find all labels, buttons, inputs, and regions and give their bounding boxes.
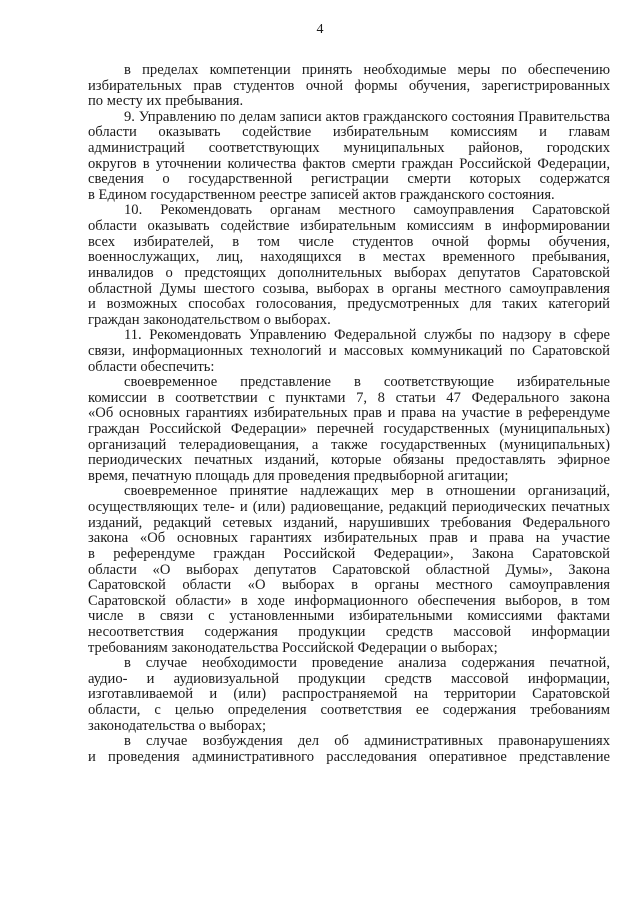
document-body	[88, 63, 610, 765]
text-line: несоответствия содержания продукции средств массовой информации	[88, 623, 610, 640]
text-line: «Об основных гарантиях избирательных прав и права на участие в референдуме	[88, 405, 610, 422]
text-line: области «О выборах депутатов Саратовской областной Думы», Закона	[88, 561, 610, 578]
text-line: по месту их пребывания.	[88, 93, 244, 110]
text-line: комиссии в соответствии с пунктами 7, 8 статьи 47 Федерального закона	[88, 389, 610, 406]
text-line: и возможных способах голосования, предусмотренных для таких категорий	[88, 296, 610, 313]
text-line: изготавливаемой и (или) распространяемой на территории Саратовской	[88, 686, 610, 703]
text-line: области оказывать содействие избирательным комиссиям в информировании	[88, 218, 610, 235]
text-line: сведения о государственной регистрации смерти которых содержатся	[88, 171, 610, 188]
text-line: периодических печатных изданий, которые обязаны предоставлять эфирное	[88, 452, 610, 469]
text-line: в референдуме граждан Российской Федерации», Закона Саратовской	[88, 545, 610, 562]
text-line: в случае необходимости проведение анализа содержания печатной,	[124, 655, 610, 672]
text-line: Саратовской области «О выборах в органы местного самоуправления	[88, 577, 610, 594]
text-line: граждан Российской Федерации» перечней государственных (муниципальных)	[88, 421, 610, 438]
text-line: организаций телерадиовещания, а также государственных (муниципальных)	[88, 436, 610, 453]
text-line: и проведения административного расследования оперативное представление	[88, 748, 610, 765]
text-line: своевременное принятие надлежащих мер в отношении организаций,	[124, 483, 610, 500]
text-line: округов в уточнении количества фактов смерти граждан Российской Федерации,	[88, 155, 610, 172]
text-line: аудио- и аудиовизуальной продукции средств массовой информации,	[88, 670, 610, 687]
text-line: своевременное представление в соответствующие избирательные	[124, 374, 610, 391]
text-line: связи, информационных технологий и массовых коммуникаций по Саратовской	[88, 342, 610, 359]
text-line: всех избирателей, в том числе студентов очной формы обучения,	[88, 233, 610, 250]
text-line: избирательных прав студентов очной формы обучения, зарегистрированных	[88, 77, 610, 94]
page-number: 4	[316, 22, 324, 37]
text-line: законодательства о выборах;	[88, 717, 267, 734]
text-line: области оказывать содействие избирательным комиссиям и главам	[88, 124, 610, 141]
text-line: 10. Рекомендовать органам местного самоуправления Саратовской	[124, 202, 610, 219]
text-line: инвалидов о предстоящих дополнительных выборах депутатов Саратовской	[88, 264, 610, 281]
text-line: Саратовской области» в ходе информационного обеспечения выборов, в том	[88, 592, 610, 609]
text-line: 11. Рекомендовать Управлению Федеральной службы по надзору в сфере	[124, 327, 610, 344]
text-line: осуществляющих теле- и (или) радиовещание, редакций периодических печатных	[88, 499, 610, 516]
text-line: в пределах компетенции принять необходимые меры по обеспечению	[124, 62, 610, 78]
text-line: 9. Управлению по делам записи актов гражданского состояния Правительства	[124, 108, 610, 125]
text-line: области обеспечить:	[88, 358, 215, 375]
text-line: изданий, редакций сетевых изданий, нарушивших требования Федерального	[88, 514, 610, 531]
text-line: области, с целью определения соответствия ее содержания требованиям	[88, 701, 610, 718]
text-line: закона «Об основных гарантиях избирательных прав и права на участие	[88, 530, 610, 547]
text-line: областной Думы шестого созыва, выборах в органы местного самоуправления	[88, 280, 610, 297]
text-line: в случае возбуждения дел об административных правонарушениях	[124, 733, 610, 750]
text-line: требованиям законодательства Российской Федерации о выборах;	[88, 639, 498, 656]
text-line: числе в связи с установленными избирательными комиссиями фактами	[88, 608, 610, 625]
text-line: администраций соответствующих муниципальных районов, городских	[88, 140, 610, 157]
text-line: военнослужащих, лиц, находящихся в местах временного пребывания,	[88, 249, 610, 266]
text-line: время, печатную площадь для проведения предвыборной агитации;	[88, 467, 509, 484]
text-line: в Едином государственном реестре записей актов гражданского состояния.	[88, 186, 555, 203]
text-line: граждан законодательством о выборах.	[88, 311, 331, 328]
